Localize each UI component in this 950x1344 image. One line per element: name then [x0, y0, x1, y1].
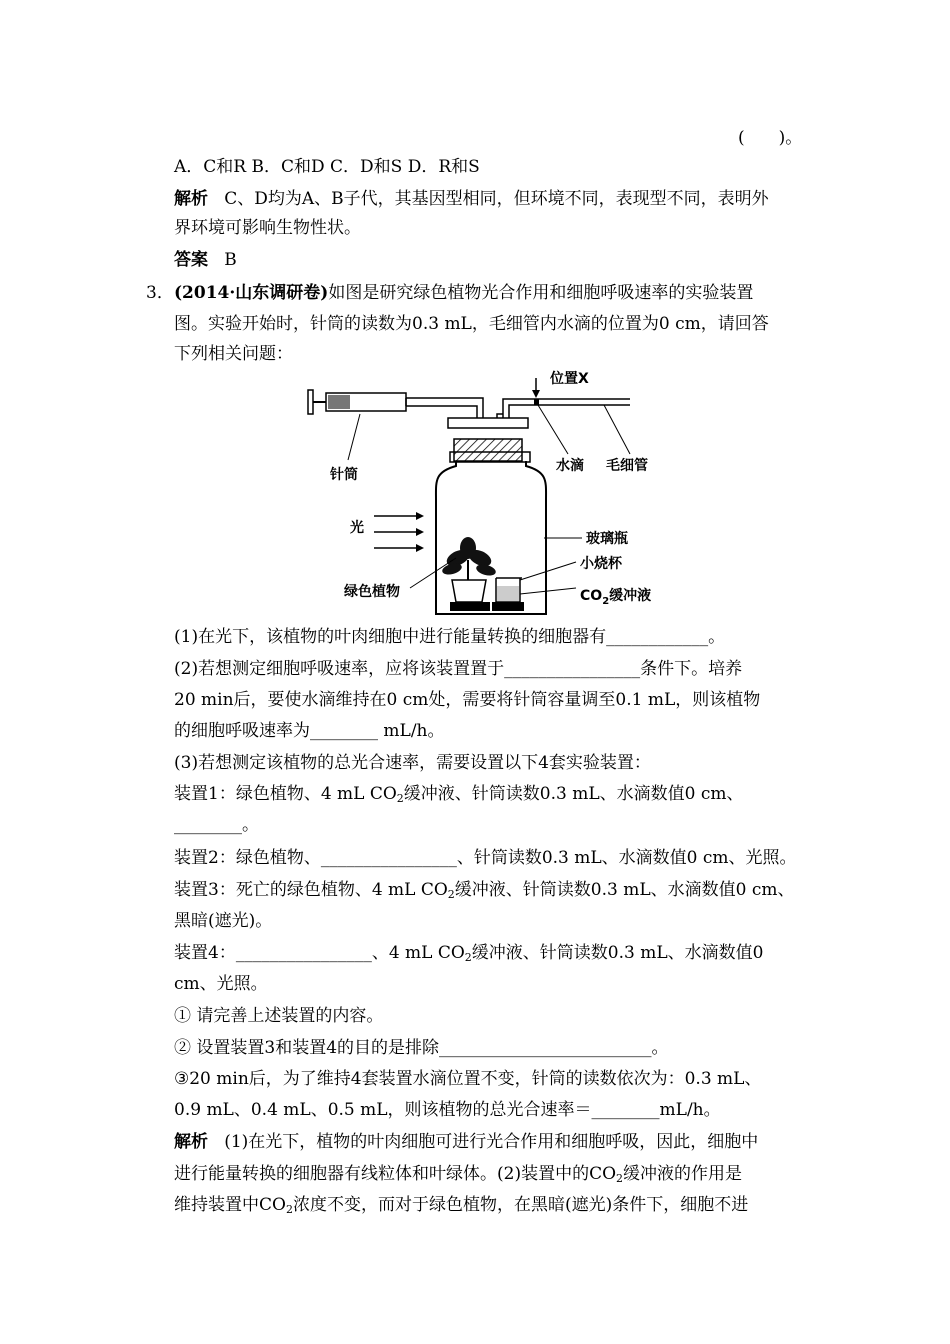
q2-analysis-line2: 界环境可影响生物性状。: [174, 218, 361, 238]
device3-line2: 黑暗(遮光)。: [174, 911, 273, 931]
label-co2-buffer: $CO_2$缓冲液: [580, 588, 652, 607]
sub-question-2: ② 设置装置3和装置4的目的是排除_________________________。: [174, 1038, 669, 1058]
label-green-plant: 绿色植物: [344, 584, 400, 600]
green-plant: [441, 537, 497, 611]
water-drop: [534, 399, 539, 405]
sub-question-3-line2: 0.9 mL、0.4 mL、0.5 mL，则该植物的总光合速率＝________mL/h。: [174, 1100, 721, 1120]
device1-line2: ________。: [174, 815, 259, 835]
analysis-label: 解析: [174, 189, 208, 209]
q3-analysis-line1: 解析 (1)在光下，植物的叶肉细胞可进行光合作用和细胞呼吸，因此，细胞中: [174, 1132, 759, 1152]
label-small-beaker: 小烧杯: [580, 556, 622, 572]
label-position-x: 位置X: [550, 371, 589, 387]
syringe-tube: [406, 398, 483, 418]
device1-line1: 装置1：绿色植物、4 mL $CO_2$缓冲液、针筒读数0.3 mL、水滴数值0 cm、: [174, 784, 744, 805]
q3-part2-line2: 20 min后，要使水滴维持在0 cm处，需要将针筒容量调至0.1 mL，则该植物: [174, 690, 761, 710]
q3-source: (2014·山东调研卷): [174, 283, 329, 303]
q3-stem-line3: 下列相关问题：: [174, 344, 293, 364]
q3-part1: (1)在光下，该植物的叶肉细胞中进行能量转换的细胞器有____________。: [174, 627, 726, 647]
analysis-label: 解析: [174, 1132, 208, 1152]
q3-analysis-line3: 维持装置中$CO_2$浓度不变，而对于绿色植物，在黑暗(遮光)条件下，细胞不进: [174, 1195, 749, 1216]
device4-line2: cm、光照。: [174, 974, 268, 994]
small-beaker: [492, 578, 524, 611]
device2: 装置2：绿色植物、________________、针筒读数0.3 mL、水滴数值0 cm、光照。: [174, 848, 797, 868]
label-glass-bottle: 玻璃瓶: [586, 531, 628, 547]
device3-line1: 装置3：死亡的绿色植物、4 mL $CO_2$缓冲液、针筒读数0.3 mL、水滴数值0 cm、: [174, 880, 795, 901]
apparatus-figure: [300, 362, 680, 620]
label-water-drop: 水滴: [556, 458, 584, 474]
q3-number: 3．: [146, 283, 174, 303]
stopper: [454, 439, 522, 461]
q3-part2-line3: 的细胞呼吸速率为________ mL/h。: [174, 721, 445, 741]
q3-stem-line1: [174, 281, 753, 305]
q2-analysis-line1: [174, 187, 769, 211]
q3-analysis-line2: 进行能量转换的细胞器有线粒体和叶绿体。(2)装置中的$CO_2$缓冲液的作用是: [174, 1164, 743, 1185]
answer-value: B: [224, 250, 237, 270]
q3-stem-text: 如图是研究绿色植物光合作用和细胞呼吸速率的实验装置: [328, 283, 754, 303]
light-arrows: [374, 512, 424, 552]
q2-options: A．C和R B．C和D C．D和S D．R和S: [174, 157, 480, 177]
analysis-text: C、D均为A、B子代，其基因型相同，但环境不同，表现型不同，表明外: [224, 189, 769, 209]
sub-question-1: ① 请完善上述装置的内容。: [174, 1006, 384, 1026]
syringe: [308, 390, 406, 414]
q3-part3: (3)若想测定该植物的总光合速率，需要设置以下4套实验装置：: [174, 753, 651, 773]
q3-part2-line1: (2)若想测定细胞呼吸速率，应将该装置置于________________条件下。培养: [174, 659, 743, 679]
label-syringe: 针筒: [330, 467, 358, 483]
q3-stem-line2: 图。实验开始时，针筒的读数为0.3 mL，毛细管内水滴的位置为0 cm，请回答: [174, 314, 769, 334]
sub-question-3-line1: ③20 min后，为了维持4套装置水滴位置不变，针筒的读数依次为：0.3 mL、: [174, 1069, 762, 1089]
label-light: 光: [350, 520, 364, 536]
answer-bracket: ( )。: [738, 128, 803, 148]
label-capillary: 毛细管: [606, 458, 648, 474]
device4-line1: 装置4：________________、4 mL $CO_2$缓冲液、针筒读数0.3 mL、水滴数值0: [174, 943, 764, 964]
glass-bottle: [436, 461, 546, 614]
answer-label: 答案: [174, 250, 208, 270]
q2-answer: [174, 248, 237, 272]
